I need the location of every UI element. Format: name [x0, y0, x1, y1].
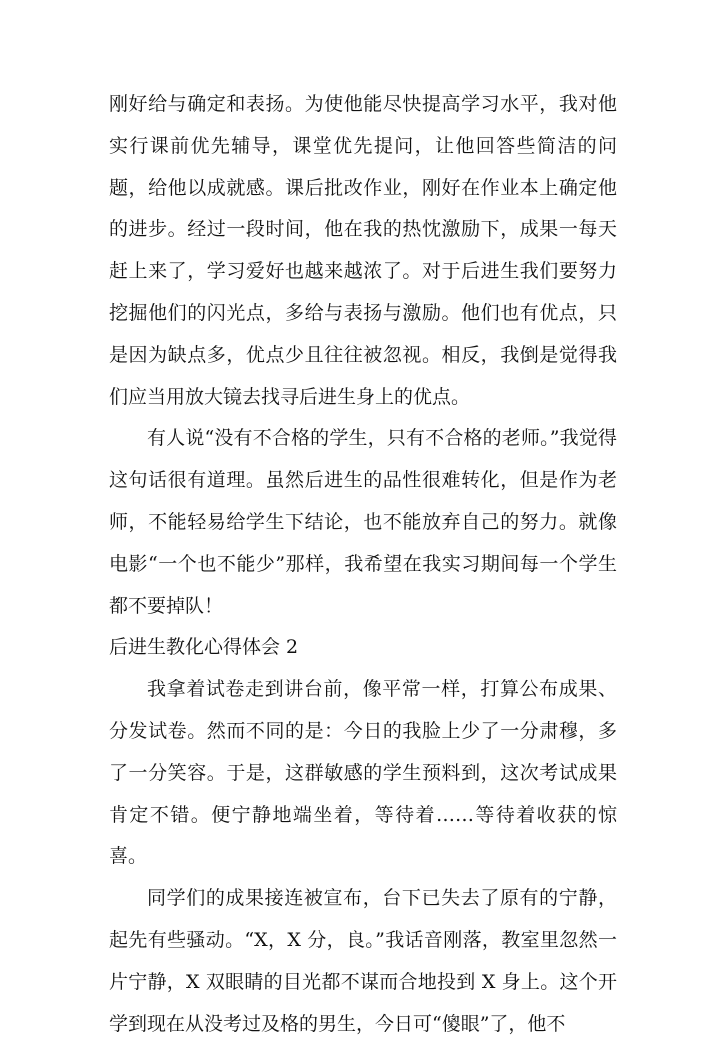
- paragraph-1: 刚好给与确定和表扬。为使他能尽快提高学习水平，我对他实行课前优先辅导，课堂优先提问，让他回答些简洁的问题，给他以成就感。课后批改作业，刚好在作业本上确定他的进步。经过一段时间，他在我的热忱激励下，成果一每天赶上来了，学习爱好也越来越浓了。对于后进生我们要努力挖掘他们的闪光点，多给与表扬与激励。他们也有优点，只是因为缺点多，优点少且往往被忽视。相反，我倒是觉得我们应当用放大镜去找寻后进生身上的优点。: [109, 93, 617, 408]
- section-title: 后进生教化心得体会 2: [109, 636, 299, 659]
- paragraph-3: 我拿着试卷走到讲台前，像平常一样，打算公布成果、分发试卷。然而不同的是：今日的我脸上少了一分肃穆，多了一分笑容。于是，这群敏感的学生预料到，这次考试成果肯定不错。便宁静地端坐着，等待着……等待着收获的惊喜。: [109, 678, 617, 868]
- document-body: [109, 84, 617, 1045]
- paragraph-4: 同学们的成果接连被宣布，台下已失去了原有的宁静，起先有些骚动。“X，X 分，良。”我话音刚落，教室里忽然一片宁静，X 双眼睛的目光都不谋而合地投到 X 身上。这个开学到现在从没考过及格的男生，今日可“傻眼”了，他不: [109, 887, 617, 1035]
- paragraph-2: 有人说“没有不合格的学生，只有不合格的老师。”我觉得这句话很有道理。虽然后进生的品性很难转化，但是作为老师，不能轻易给学生下结论，也不能放弃自己的努力。就像电影“一个也不能少”那样，我希望在我实习期间每一个学生都不要掉队！: [109, 427, 617, 617]
